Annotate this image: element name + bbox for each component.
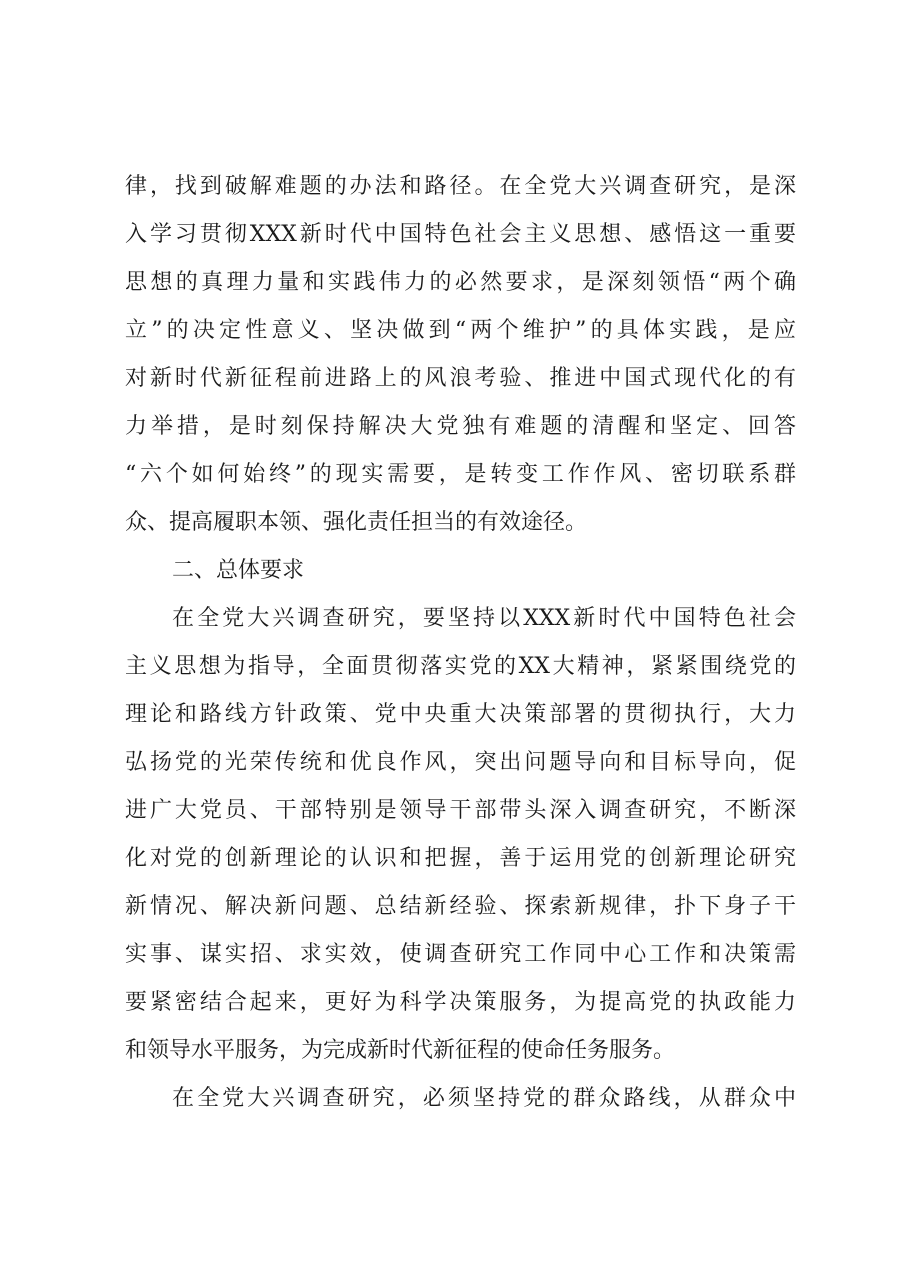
text-line: 新情况、解决新问题、总结新经验、探索新规律，扑下身子干 — [125, 894, 796, 919]
text-line: 理论和路线方针政策、党中央重大决策部署的贯彻执行，大力 — [125, 702, 796, 727]
section-heading: 二、总体要求 — [172, 558, 305, 583]
text-line: 众、提高履职本领、强化责任担当的有效途径。 — [125, 510, 588, 535]
text-line: 进广大党员、干部特别是领导干部带头深入调查研究，不断深 — [125, 798, 796, 823]
text-line: 力举措，是时刻保持解决大党独有难题的清醒和坚定、回答 — [125, 414, 796, 439]
paragraph-first-line: 在全党大兴调查研究，必须坚持党的群众路线，从群众中 — [172, 1086, 796, 1111]
text-line: 对新时代新征程前进路上的风浪考验、推进中国式现代化的有 — [125, 366, 796, 391]
text-line: 实事、谋实招、求实效，使调查研究工作同中心工作和决策需 — [125, 942, 796, 967]
text-line: 入学习贯彻XXX新时代中国特色社会主义思想、感悟这一重要 — [125, 222, 796, 247]
text-line: 立”的决定性意义、坚决做到“两个维护”的具体实践，是应 — [125, 318, 796, 343]
paragraph-first-line: 在全党大兴调查研究，要坚持以XXX新时代中国特色社会 — [172, 606, 796, 631]
text-line: 思想的真理力量和实践伟力的必然要求，是深刻领悟“两个确 — [125, 270, 796, 295]
text-line: 和领导水平服务，为完成新时代新征程的使命任务服务。 — [125, 1038, 676, 1063]
text-line: 弘扬党的光荣传统和优良作风，突出问题导向和目标导向，促 — [125, 750, 796, 775]
text-line: 律，找到破解难题的办法和路径。在全党大兴调查研究，是深 — [125, 174, 796, 199]
text-line: “六个如何始终”的现实需要，是转变工作作风、密切联系群 — [125, 462, 796, 487]
text-line: 要紧密结合起来，更好为科学决策服务，为提高党的执政能力 — [125, 990, 796, 1015]
text-line: 主义思想为指导，全面贯彻落实党的XX大精神，紧紧围绕党的 — [125, 654, 796, 679]
text-line: 化对党的创新理论的认识和把握，善于运用党的创新理论研究 — [125, 846, 796, 871]
